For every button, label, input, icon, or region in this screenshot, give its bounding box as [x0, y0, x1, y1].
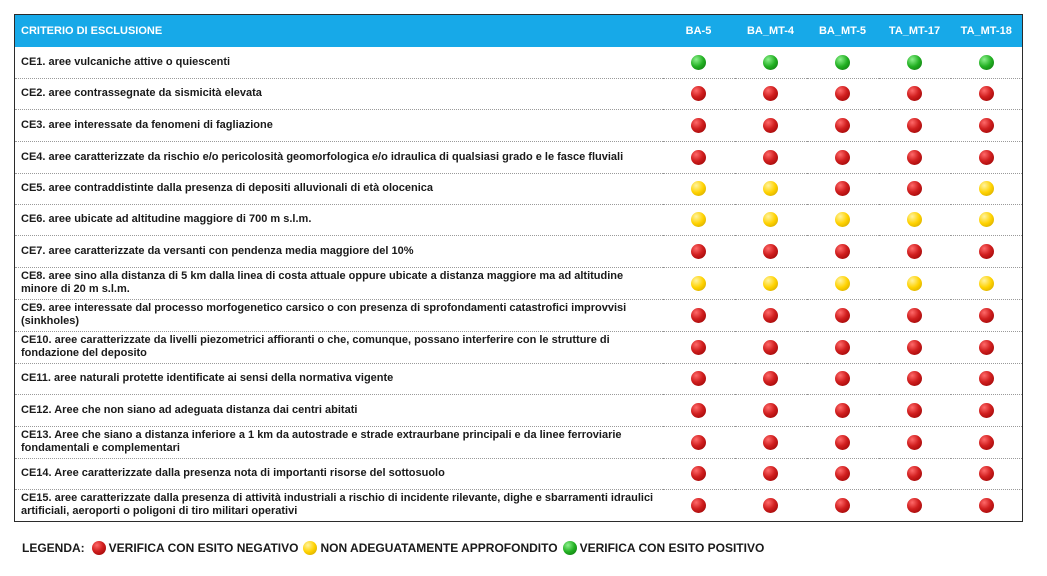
red-status-dot-icon — [835, 466, 850, 481]
red-status-dot-icon — [979, 118, 994, 133]
red-status-dot-icon — [691, 340, 706, 355]
green-status-dot-icon — [835, 55, 850, 70]
green-status-dot-icon — [907, 55, 922, 70]
green-legend-dot-icon — [563, 541, 577, 555]
status-cell — [735, 267, 807, 299]
yellow-status-dot-icon — [907, 276, 922, 291]
red-status-dot-icon — [763, 308, 778, 323]
status-cell — [879, 204, 951, 235]
red-status-dot-icon — [835, 244, 850, 259]
status-cell — [663, 331, 735, 363]
red-status-dot-icon — [691, 308, 706, 323]
red-status-dot-icon — [979, 308, 994, 323]
status-cell — [807, 363, 879, 394]
column-header-ba-mt-4: BA_MT-4 — [735, 15, 807, 48]
column-header-ta-mt-18: TA_MT-18 — [951, 15, 1023, 48]
status-cell — [951, 109, 1023, 141]
red-status-dot-icon — [691, 244, 706, 259]
status-cell — [663, 363, 735, 394]
status-cell — [735, 299, 807, 331]
status-cell — [879, 267, 951, 299]
red-status-dot-icon — [835, 118, 850, 133]
red-status-dot-icon — [835, 150, 850, 165]
status-cell — [735, 78, 807, 109]
status-cell — [663, 141, 735, 173]
status-cell — [951, 235, 1023, 267]
status-cell — [663, 426, 735, 458]
yellow-status-dot-icon — [763, 212, 778, 227]
status-cell — [663, 173, 735, 204]
green-status-dot-icon — [979, 55, 994, 70]
status-cell — [735, 204, 807, 235]
yellow-status-dot-icon — [763, 276, 778, 291]
table-header-row — [15, 15, 1023, 48]
criterion-cell: CE7. aree caratterizzate da versanti con pendenza media maggiore del 10% — [15, 235, 663, 267]
table-row — [15, 489, 1023, 521]
criterion-cell: CE4. aree caratterizzate da rischio e/o pericolosità geomorfologica e/o idraulica di qualsiasi grado e le fasce fluviali — [15, 141, 663, 173]
status-cell — [663, 78, 735, 109]
table-row — [15, 426, 1023, 458]
status-cell — [663, 204, 735, 235]
status-cell — [951, 141, 1023, 173]
red-status-dot-icon — [763, 150, 778, 165]
status-cell — [807, 489, 879, 521]
status-cell — [807, 78, 879, 109]
red-status-dot-icon — [907, 118, 922, 133]
table-row — [15, 204, 1023, 235]
yellow-status-dot-icon — [979, 212, 994, 227]
red-status-dot-icon — [691, 371, 706, 386]
status-cell — [735, 426, 807, 458]
status-cell — [951, 267, 1023, 299]
table-row — [15, 331, 1023, 363]
status-cell — [663, 489, 735, 521]
red-status-dot-icon — [907, 150, 922, 165]
table-row — [15, 173, 1023, 204]
red-status-dot-icon — [763, 403, 778, 418]
yellow-legend-dot-icon — [303, 541, 317, 555]
red-status-dot-icon — [835, 340, 850, 355]
yellow-status-dot-icon — [979, 276, 994, 291]
legend — [22, 541, 766, 555]
status-cell — [663, 458, 735, 489]
criterion-cell: CE8. aree sino alla distanza di 5 km dalla linea di costa attuale oppure ubicate a distanza maggiore ma ad altitudine minore di 20 m s.l.m. — [15, 267, 663, 299]
yellow-status-dot-icon — [691, 276, 706, 291]
criterion-cell: CE11. aree naturali protette identificate ai sensi della normativa vigente — [15, 363, 663, 394]
yellow-status-dot-icon — [763, 181, 778, 196]
column-header-ba-mt-5: BA_MT-5 — [807, 15, 879, 48]
status-cell — [663, 267, 735, 299]
red-status-dot-icon — [835, 498, 850, 513]
table-row — [15, 109, 1023, 141]
criterion-cell: CE14. Aree caratterizzate dalla presenza nota di importanti risorse del sottosuolo — [15, 458, 663, 489]
status-cell — [879, 458, 951, 489]
column-header-ta-mt-17: TA_MT-17 — [879, 15, 951, 48]
status-cell — [663, 299, 735, 331]
status-cell — [807, 394, 879, 426]
red-status-dot-icon — [835, 435, 850, 450]
red-status-dot-icon — [907, 466, 922, 481]
criterion-cell: CE12. Aree che non siano ad adeguata distanza dai centri abitati — [15, 394, 663, 426]
red-status-dot-icon — [763, 371, 778, 386]
table-row — [15, 267, 1023, 299]
status-cell — [807, 47, 879, 78]
yellow-status-dot-icon — [691, 212, 706, 227]
status-cell — [807, 173, 879, 204]
status-cell — [735, 235, 807, 267]
red-status-dot-icon — [691, 498, 706, 513]
red-status-dot-icon — [907, 435, 922, 450]
table-row — [15, 299, 1023, 331]
legend-label: NON ADEGUATAMENTE APPROFONDITO — [320, 541, 558, 555]
red-status-dot-icon — [835, 403, 850, 418]
status-cell — [879, 173, 951, 204]
red-status-dot-icon — [691, 118, 706, 133]
status-cell — [735, 47, 807, 78]
table-row — [15, 141, 1023, 173]
table-row — [15, 78, 1023, 109]
red-status-dot-icon — [979, 150, 994, 165]
criterion-cell: CE5. aree contraddistinte dalla presenza di depositi alluvionali di età olocenica — [15, 173, 663, 204]
status-cell — [951, 204, 1023, 235]
yellow-status-dot-icon — [835, 276, 850, 291]
status-cell — [735, 109, 807, 141]
green-status-dot-icon — [691, 55, 706, 70]
criterion-cell: CE6. aree ubicate ad altitudine maggiore di 700 m s.l.m. — [15, 204, 663, 235]
status-cell — [951, 426, 1023, 458]
status-cell — [807, 204, 879, 235]
status-cell — [663, 235, 735, 267]
status-cell — [879, 363, 951, 394]
status-cell — [807, 235, 879, 267]
status-cell — [663, 394, 735, 426]
criterion-cell: CE9. aree interessate dal processo morfogenetico carsico o con presenza di sprofondamenti catastrofici improvvisi (sinkholes) — [15, 299, 663, 331]
red-status-dot-icon — [835, 371, 850, 386]
red-status-dot-icon — [691, 86, 706, 101]
status-cell — [951, 173, 1023, 204]
exclusion-criteria-table — [14, 14, 1023, 522]
legend-label: VERIFICA CON ESITO POSITIVO — [579, 541, 765, 555]
red-status-dot-icon — [835, 308, 850, 323]
legend-label: VERIFICA CON ESITO NEGATIVO — [108, 541, 299, 555]
status-cell — [807, 458, 879, 489]
criterion-cell: CE15. aree caratterizzate dalla presenza di attività industriali a rischio di incidente rilevante, dighe e sbarramenti idraulici artificiali, aeroporti o poligoni di tiro militari operativi — [21, 492, 654, 517]
legend-title: LEGENDA: — [22, 541, 85, 555]
red-status-dot-icon — [907, 340, 922, 355]
criterion-cell: CE10. aree caratterizzate da livelli piezometrici affioranti o che, comunque, possano interferire con le strutture di fondazione del deposito — [15, 331, 663, 363]
status-cell — [951, 47, 1023, 78]
red-status-dot-icon — [907, 244, 922, 259]
status-cell — [735, 489, 807, 521]
table-row — [15, 47, 1023, 78]
red-status-dot-icon — [763, 244, 778, 259]
red-status-dot-icon — [979, 340, 994, 355]
red-status-dot-icon — [691, 150, 706, 165]
red-status-dot-icon — [907, 181, 922, 196]
status-cell — [879, 331, 951, 363]
status-cell — [951, 489, 1023, 521]
legend-items — [89, 541, 767, 555]
red-status-dot-icon — [979, 403, 994, 418]
criterion-cell: CE13. Aree che siano a distanza inferiore a 1 km da autostrade e strade extraurbane principali e da linee ferroviarie fondamentali e complementari — [15, 426, 663, 458]
status-cell — [807, 141, 879, 173]
red-status-dot-icon — [979, 498, 994, 513]
red-status-dot-icon — [763, 118, 778, 133]
yellow-status-dot-icon — [907, 212, 922, 227]
red-status-dot-icon — [763, 498, 778, 513]
status-cell — [735, 394, 807, 426]
status-cell — [735, 141, 807, 173]
red-status-dot-icon — [907, 371, 922, 386]
red-status-dot-icon — [979, 86, 994, 101]
red-legend-dot-icon — [92, 541, 106, 555]
status-cell — [879, 109, 951, 141]
red-status-dot-icon — [979, 371, 994, 386]
red-status-dot-icon — [907, 498, 922, 513]
status-cell — [807, 109, 879, 141]
status-cell — [951, 394, 1023, 426]
table-row — [15, 458, 1023, 489]
status-cell — [879, 489, 951, 521]
status-cell — [735, 331, 807, 363]
red-status-dot-icon — [979, 466, 994, 481]
status-cell — [951, 363, 1023, 394]
status-cell — [735, 173, 807, 204]
red-status-dot-icon — [691, 403, 706, 418]
status-cell — [951, 458, 1023, 489]
red-status-dot-icon — [907, 86, 922, 101]
red-status-dot-icon — [979, 244, 994, 259]
criterion-cell: CE2. aree contrassegnate da sismicità elevata — [15, 78, 663, 109]
status-cell — [879, 426, 951, 458]
red-status-dot-icon — [763, 340, 778, 355]
status-cell — [879, 299, 951, 331]
yellow-status-dot-icon — [691, 181, 706, 196]
status-cell — [951, 299, 1023, 331]
status-cell — [807, 299, 879, 331]
red-status-dot-icon — [763, 86, 778, 101]
status-cell — [663, 109, 735, 141]
status-cell — [735, 363, 807, 394]
status-cell — [735, 458, 807, 489]
green-status-dot-icon — [763, 55, 778, 70]
table-row — [15, 235, 1023, 267]
status-cell — [879, 394, 951, 426]
red-status-dot-icon — [691, 466, 706, 481]
column-header-criterion: CRITERIO DI ESCLUSIONE — [15, 15, 663, 48]
status-cell — [879, 235, 951, 267]
column-header-ba-5: BA-5 — [663, 15, 735, 48]
status-cell — [879, 47, 951, 78]
table-body — [15, 47, 1023, 521]
criterion-cell: CE1. aree vulcaniche attive o quiescenti — [15, 47, 663, 78]
criterion-cell: CE3. aree interessate da fenomeni di fagliazione — [15, 109, 663, 141]
status-cell — [951, 78, 1023, 109]
status-cell — [879, 78, 951, 109]
status-cell — [807, 331, 879, 363]
table-row — [15, 363, 1023, 394]
red-status-dot-icon — [979, 435, 994, 450]
red-status-dot-icon — [691, 435, 706, 450]
status-cell — [807, 426, 879, 458]
yellow-status-dot-icon — [835, 212, 850, 227]
status-cell — [807, 267, 879, 299]
red-status-dot-icon — [763, 466, 778, 481]
red-status-dot-icon — [835, 181, 850, 196]
yellow-status-dot-icon — [979, 181, 994, 196]
red-status-dot-icon — [907, 308, 922, 323]
status-cell — [663, 47, 735, 78]
status-cell — [879, 141, 951, 173]
table-row — [15, 394, 1023, 426]
red-status-dot-icon — [763, 435, 778, 450]
status-cell — [951, 331, 1023, 363]
red-status-dot-icon — [835, 86, 850, 101]
red-status-dot-icon — [907, 403, 922, 418]
